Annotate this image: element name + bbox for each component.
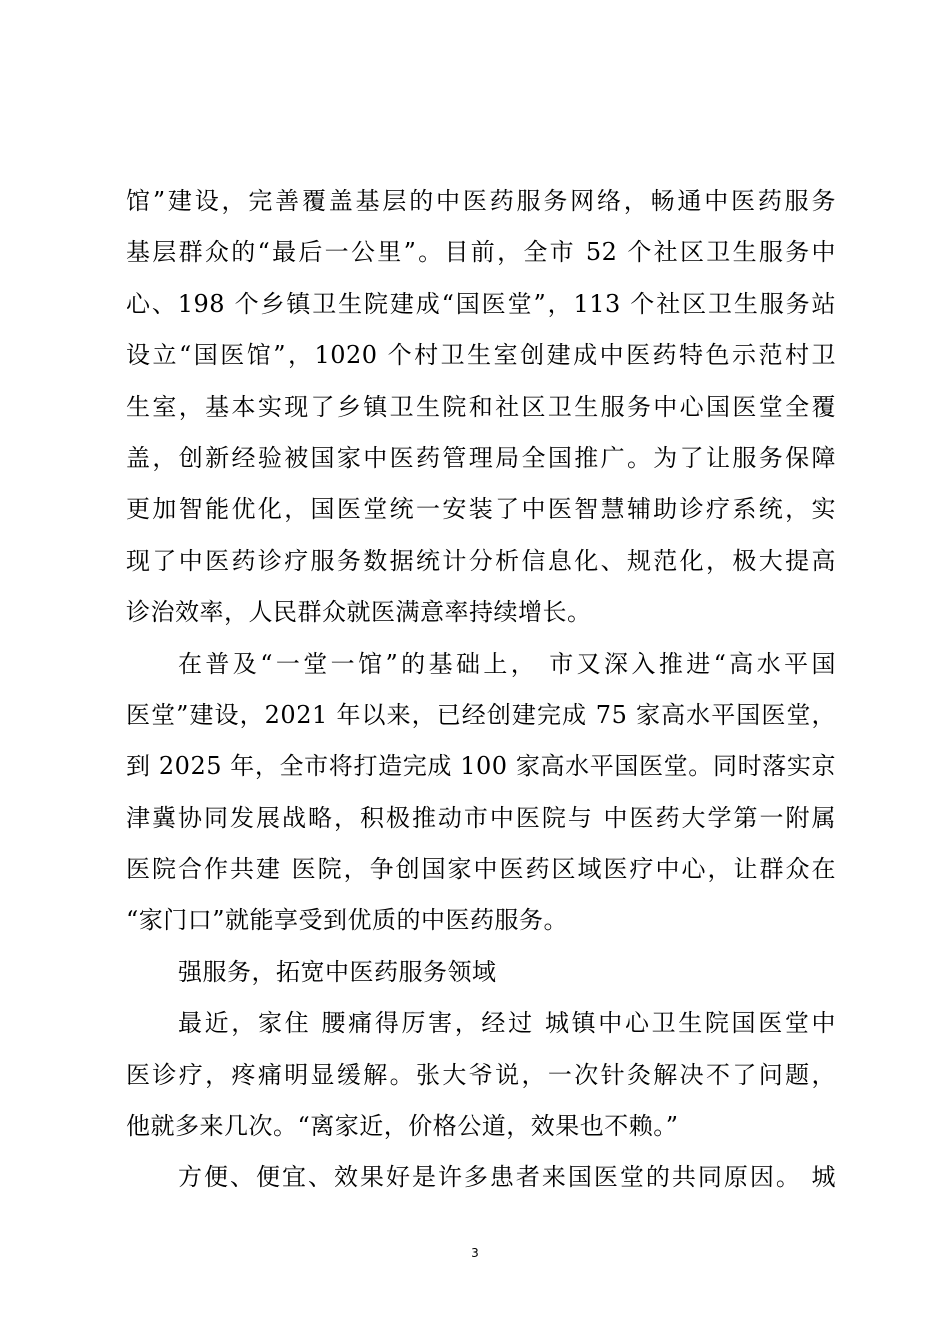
text-line: “家门口”就能享受到优质的中医药服务。	[126, 906, 569, 935]
text-line: 馆”建设，完善覆盖基层的中医药服务网络，畅通中医药服务	[126, 187, 836, 215]
text-line: 生室，基本实现了乡镇卫生院和社区卫生服务中心国医堂全覆	[126, 392, 836, 421]
text-line: 设立“国医馆”，1020 个村卫生室创建成中医药特色示范村卫	[126, 341, 836, 370]
text-line: 最近，家住 腰痛得厉害，经过 城镇中心卫生院国医堂中	[178, 1009, 836, 1038]
text-line: 医诊疗，疼痛明显缓解。张大爷说，一次针灸解决不了问题，	[126, 1060, 836, 1089]
text-line: 津冀协同发展战略，积极推动市中医院与 中医药大学第一附属	[126, 803, 836, 832]
text-line: 诊治效率，人民群众就医满意率持续增长。	[126, 598, 592, 627]
text-line: 现了中医药诊疗服务数据统计分析信息化、规范化，极大提高	[126, 546, 836, 575]
text-line: 到 2025 年，全市将打造完成 100 家高水平国医堂。同时落实京	[126, 752, 836, 781]
text-line: 方便、便宜、效果好是许多患者来国医堂的共同原因。 城	[178, 1163, 836, 1192]
text-line: 盖，创新经验被国家中医药管理局全国推广。为了让服务保障	[126, 443, 836, 472]
text-line: 在普及“一堂一馆”的基础上， 市又深入推进“高水平国	[178, 649, 836, 678]
text-line: 更加智能优化，国医堂统一安装了中医智慧辅助诊疗系统，实	[126, 495, 836, 524]
text-line: 心、198 个乡镇卫生院建成“国医堂”，113 个社区卫生服务站	[126, 289, 836, 318]
text-line: 基层群众的“最后一公里”。目前，全市 52 个社区卫生服务中	[126, 238, 836, 267]
section-heading: 强服务，拓宽中医药服务领域	[178, 957, 497, 986]
page-number: 3	[471, 1246, 479, 1260]
text-line: 医院合作共建 医院，争创国家中医药区域医疗中心，让群众在	[126, 855, 836, 884]
body-text	[126, 183, 836, 1211]
text-line: 医堂”建设，2021 年以来，已经创建完成 75 家高水平国医堂，	[126, 700, 836, 729]
text-line: 他就多来几次。“离家近，价格公道，效果也不赖。”	[126, 1112, 679, 1141]
